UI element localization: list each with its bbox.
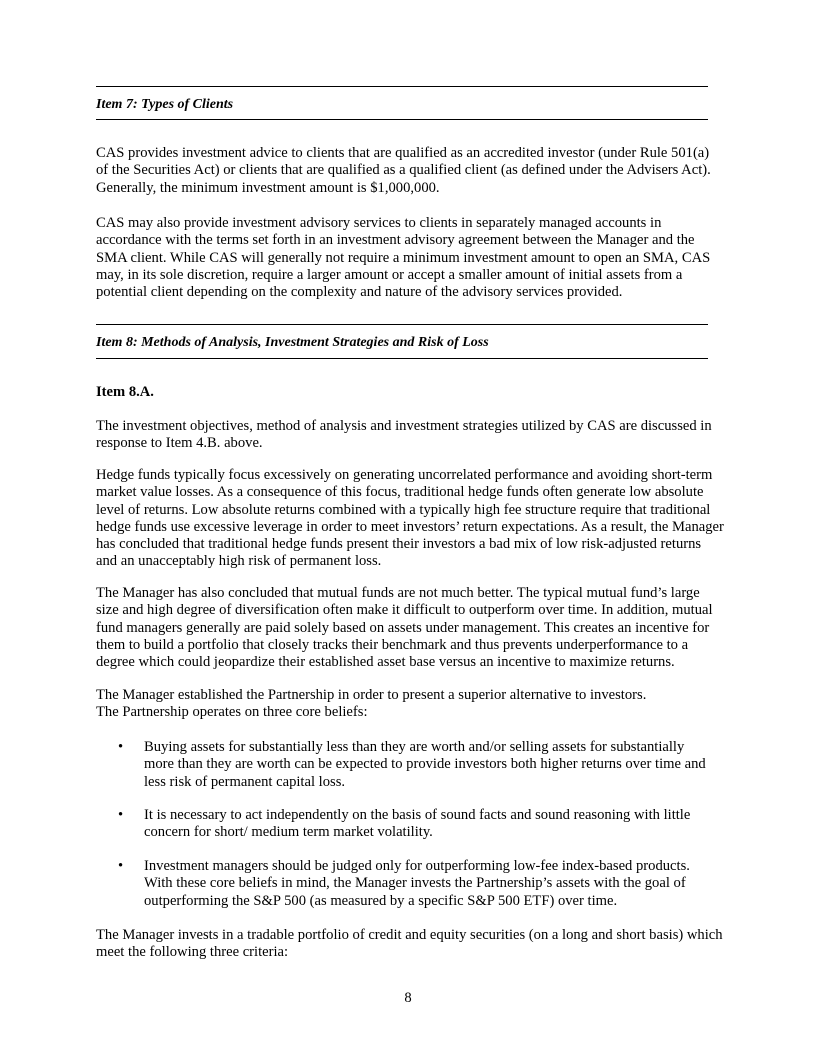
item8-paragraph-3: The Manager has also concluded that mutual funds are not much better. The typical mutual fund’s large size and high degree of diversification often make it difficult to outperform over time. In addition, mutual fund managers generally are paid solely based on assets under management. This creates an incentive for them to build a portfolio that closely tracks their benchmark and thus prevents underperformance to a degree which could jeopardize their established asset base versus an incentive to maximize returns.: [96, 585, 713, 671]
item8a-subheading: Item 8.A.: [96, 384, 154, 400]
item8-intro-line-1: The Manager established the Partnership in order to present a superior alternative to investors.: [96, 687, 647, 703]
item7-paragraph-1: CAS provides investment advice to clients that are qualified as an accredited investor (under Rule 501(a) of the Securities Act) or clients that are qualified as a qualified client (as defined under the Advisers Act). Generally, the minimum investment amount is $1,000,000.: [96, 145, 711, 196]
item8-heading: Item 8: Methods of Analysis, Investment Strategies and Risk of Loss: [96, 335, 489, 350]
bullet-icon: •: [118, 739, 124, 755]
item8-top-rule: [96, 324, 708, 325]
item7-heading: Item 7: Types of Clients: [96, 97, 234, 112]
item8-paragraph-2: Hedge funds typically focus excessively on generating uncorrelated performance and avoiding short-term market value losses. As a consequence of this focus, traditional hedge funds often generate low absolute level of returns. Low absolute returns combined with a typically high fee structure require that traditional hedge funds use excessive leverage in order to meet investors’ return expectations. As a result, the Manager has concluded that traditional hedge funds present their investors a bad mix of low risk-adjusted returns and an unacceptably high risk of permanent loss.: [96, 467, 724, 570]
item8-paragraph-1: The investment objectives, method of analysis and investment strategies utilized by CAS are discussed in response to Item 4.B. above.: [96, 418, 712, 452]
item8-closing-paragraph: The Manager invests in a tradable portfolio of credit and equity securities (on a long and short basis) which meet the following three criteria:: [96, 927, 723, 961]
item7-top-rule: [96, 86, 708, 87]
core-belief-text: Buying assets for substantially less than they are worth and/or selling assets for substantially more than they are worth can be expected to provide investors both higher returns over time and less risk of permanent capital loss.: [144, 739, 706, 790]
bullet-icon: •: [118, 807, 124, 823]
page-number: 8: [404, 990, 412, 1006]
item7-bottom-rule: [96, 119, 708, 120]
core-belief-text: It is necessary to act independently on the basis of sound facts and sound reasoning with little concern for short/ medium term market volatility.: [144, 807, 691, 841]
core-belief-text: Investment managers should be judged only for outperforming low-fee index-based products. With these core beliefs in mind, the Manager invests the Partnership’s assets with the goal of outperforming the S&P 500 (as measured by a specific S&P 500 ETF) over time.: [144, 858, 690, 909]
item8-bottom-rule: [96, 358, 708, 359]
item8-intro-line-2: The Partnership operates on three core beliefs:: [96, 704, 368, 720]
bullet-icon: •: [118, 858, 124, 874]
item7-paragraph-2: CAS may also provide investment advisory services to clients in separately managed accounts in accordance with the terms set forth in an investment advisory agreement between the Manager and the SMA client. While CAS will generally not require a minimum investment amount to open an SMA, CAS may, in its sole discretion, require a larger amount or accept a smaller amount of initial assets from a potential client depending on the complexity and nature of the advisory services provided.: [96, 215, 711, 301]
